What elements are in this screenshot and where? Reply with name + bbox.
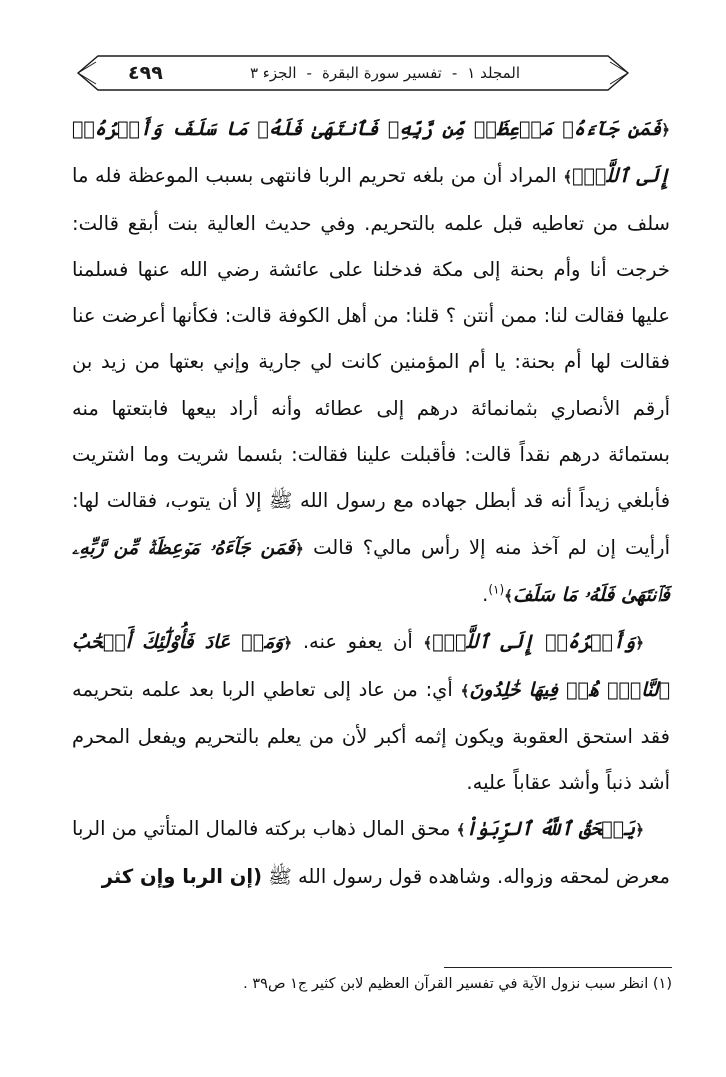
footnote-text: انظر سبب نزول الآية في تفسير القرآن العظيم لابن كثير ج١ ص٣٩ . xyxy=(243,976,649,992)
quran-verse: وَمَنۡ عَادَ فَأُوْلَٰٓئِكَ أَصۡحَٰبُ ٱلنَّارِۖ هُمۡ فِيهَا خَٰلِدُونَ xyxy=(72,631,670,701)
header-separator: - xyxy=(451,64,458,82)
page-number: ٤٩٩ xyxy=(128,62,163,84)
paragraph-3 xyxy=(72,806,670,900)
commentary-text: أي: من عاد إلى تعاطي الربا بعد علمه بتحريمه فقد استحق العقوبة ويكون إثمه أكبر لأن من يعلم بالتحريم ويفعل المحرم أشد ذنباً وأشد عقاباً عليه. xyxy=(72,677,670,795)
paragraph-1 xyxy=(72,106,670,619)
ayah-ornament-close: ﴾ xyxy=(504,586,513,605)
footnote-number: (١) xyxy=(652,976,672,992)
footnote-reference[interactable]: (١) xyxy=(488,582,505,597)
footnote-divider xyxy=(444,967,672,968)
pbuh-glyph: ﷺ xyxy=(269,489,293,513)
header-frame xyxy=(0,0,726,110)
header-part: الجزء ٣ xyxy=(249,64,297,82)
commentary-text: إلا أن يتوب، فقالت لها: أرأيت إن لم آخذ منه إلا رأس مالي؟ قالت xyxy=(72,489,671,559)
footnote xyxy=(72,976,672,992)
ayah-ornament-open: ﴿ xyxy=(283,634,293,653)
paragraph-2 xyxy=(72,619,670,806)
body-text xyxy=(72,106,670,900)
ayah-ornament-close: ﴾ xyxy=(423,634,433,653)
quran-verse: فَمَن جَآءَهُۥ مَوۡعِظَةٞ مِّن رَّبِّهِۦ فَٱنتَهَىٰ فَلَهُۥ مَا سَلَفَ xyxy=(72,536,670,606)
header-volume: المجلد ١ xyxy=(467,64,521,82)
quran-verse: فَمَن جَآءَهُۥ مَوۡعِظَةٞ مِّن رَّبِّهِۦ فَٱنتَهَىٰ فَلَهُۥ مَا سَلَفَ وَأَمۡرُهُۥٓ إِلَى ٱللَّهِۖ xyxy=(72,118,671,188)
ayah-ornament-close: ﴾ xyxy=(456,821,466,840)
running-header xyxy=(216,58,554,88)
commentary-text: أن يعفو عنه. xyxy=(302,630,413,654)
ayah-ornament-open: ﴿ xyxy=(635,821,644,840)
ayah-ornament-open: ﴿ xyxy=(661,121,670,139)
sentence-end: . xyxy=(482,582,489,606)
header-separator: - xyxy=(306,64,312,82)
header-book-title: تفسير سورة البقرة xyxy=(321,64,442,82)
ayah-ornament-close: ﴾ xyxy=(563,168,573,187)
ayah-ornament-open: ﴿ xyxy=(295,539,304,558)
commentary-text: محق المال ذهاب بركته فالمال المتأتي من الربا معرض لمحقه وزواله. وشاهده قول رسول الله xyxy=(72,817,670,888)
quran-verse: وَأَمۡرُهُۥٓ إِلَى ٱللَّهِۖ xyxy=(432,631,636,654)
ayah-ornament-open: ﴿ xyxy=(635,634,644,653)
hadith-quote: (إن الربا وإن كثر xyxy=(101,864,262,888)
pbuh-glyph: ﷺ xyxy=(268,864,292,888)
quran-verse: يَمۡحَقُ ٱللَّهُ ٱلرِّبَوٰاْ xyxy=(465,818,636,841)
commentary-text: المراد أن من بلغه تحريم الربا فانتهى بسبب الموعظة فله ما سلف من تعاطيه قبل علمه بالتحريم. وفي حديث العالية بنت أبقع قالت: خرجت أنا وأم بحنة إلى مكة فدخلنا على عائشة رضي الله عنها فسلمنا عليها فقالت لنا: ممن أنتن ؟ قلنا: من أهل الكوفة قالت: فكأنها أعرضت عنا فقالت لها أم بحنة: يا أم المؤمنين كانت لي جارية وإني بعتها من زيد بن أرقم الأنصاري بثمانمائة درهم إلى عطائه وأنه أراد بيعها فابتعتها منه بستمائة درهم نقداً قالت: فأقبلت علينا فقالت: بئسما شريت وما اشتريت فأبلغي زيداً أنه قد أبطل جهاده مع رسول الله xyxy=(72,164,671,513)
ayah-ornament-close: ﴾ xyxy=(460,681,470,700)
